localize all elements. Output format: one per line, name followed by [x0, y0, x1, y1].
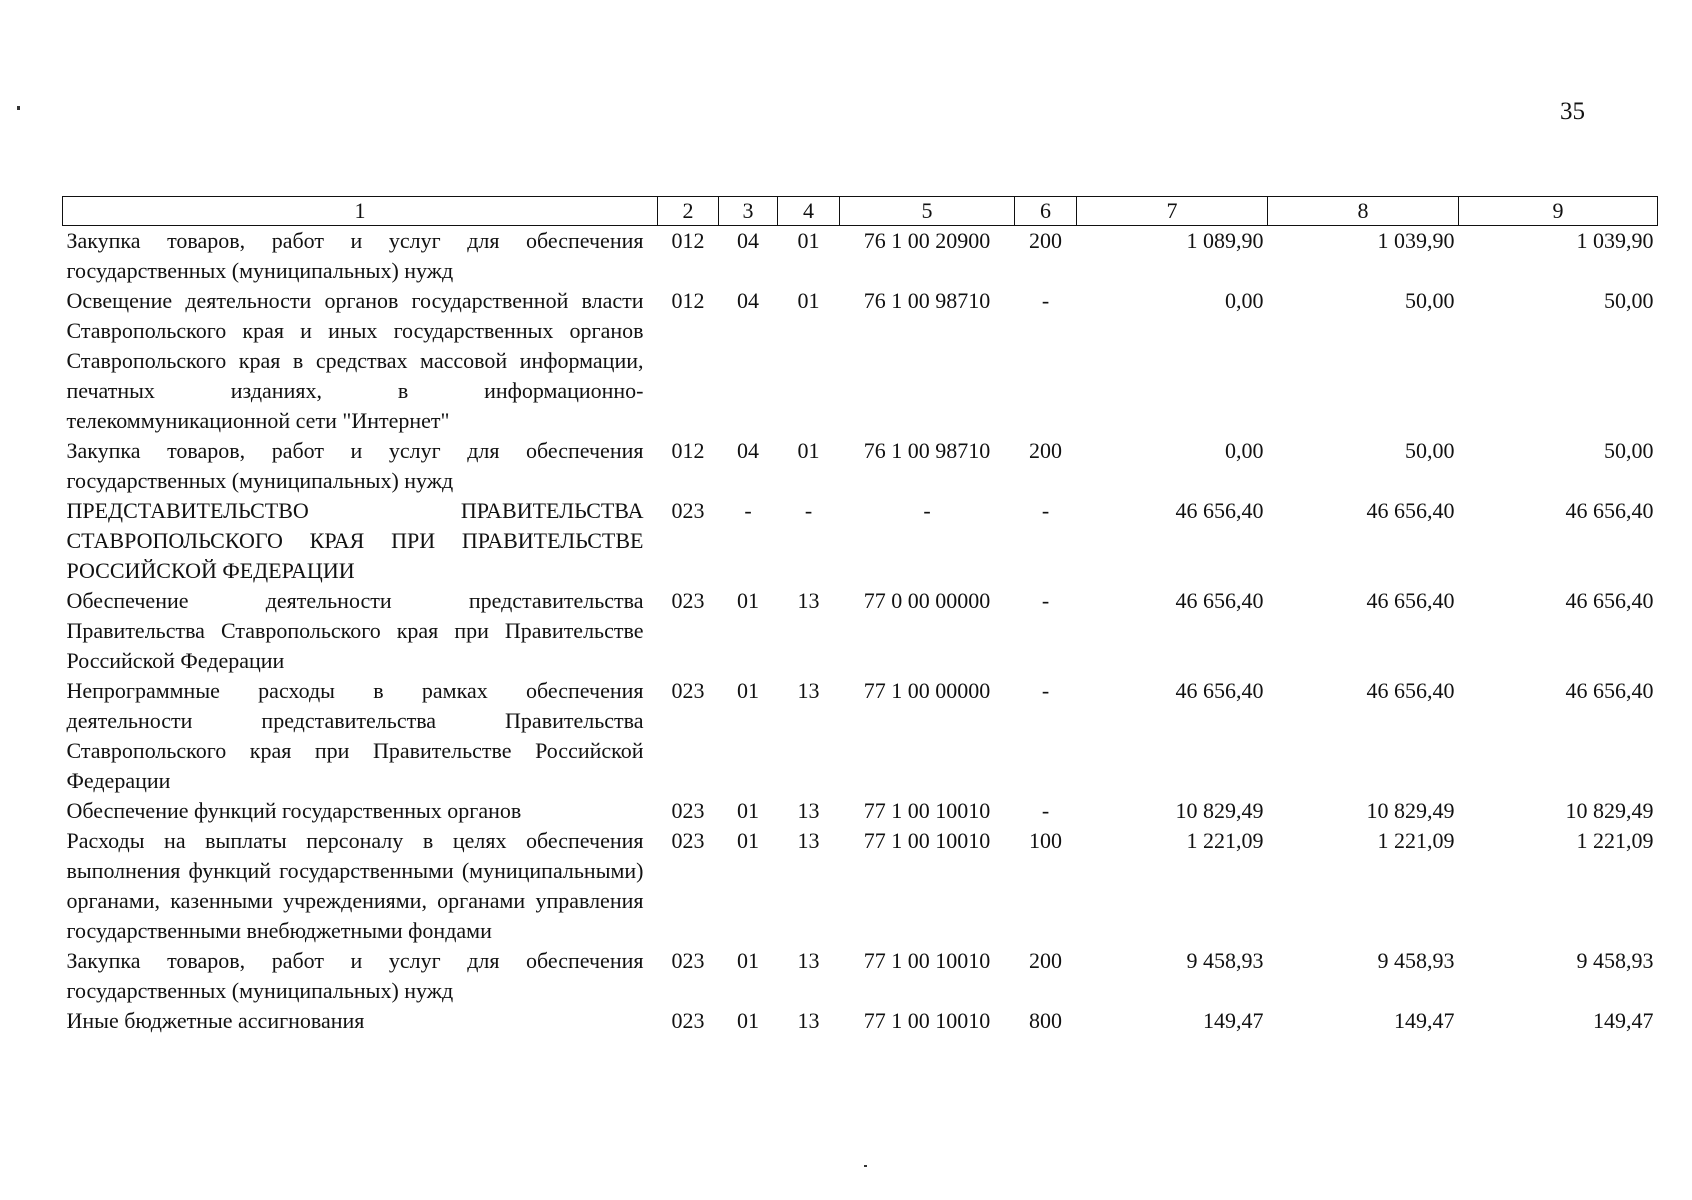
expense-name: Расходы на выплаты персоналу в целях обеспечения выполнения функций государственными (муниципальными) органами, казенными учреждениями, органами управления государственными внебюджетными фондами [66, 828, 644, 943]
subsection-code: 13 [797, 948, 820, 973]
target-item-code: 76 1 00 98710 [863, 288, 991, 313]
ministry-code: 012 [671, 288, 705, 313]
expense-type-code: - [1041, 498, 1050, 523]
amount-col7: 46 656,40 [1175, 678, 1264, 703]
amount-col7: 0,00 [1225, 288, 1264, 313]
amount-col8: 46 656,40 [1366, 678, 1455, 703]
amount-col8: 50,00 [1405, 288, 1455, 313]
ministry-code: 023 [671, 1008, 705, 1033]
subsection-code: 13 [797, 828, 820, 853]
section-code: 04 [737, 228, 759, 253]
amount-col8: 9 458,93 [1377, 948, 1455, 973]
amount-col8: 50,00 [1405, 438, 1455, 463]
section-code: 01 [737, 588, 759, 613]
column-header: 3 [719, 197, 778, 226]
column-header: 5 [840, 197, 1015, 226]
subsection-code: 13 [797, 588, 820, 613]
section-code: 04 [737, 288, 759, 313]
column-header: 6 [1015, 197, 1077, 226]
target-item-code: 77 1 00 10010 [863, 1008, 991, 1033]
amount-col8: 149,47 [1394, 1008, 1455, 1033]
amount-col9: 149,47 [1593, 1008, 1654, 1033]
subsection-code: 01 [797, 438, 820, 463]
amount-col9: 1 221,09 [1576, 828, 1654, 853]
amount-col9: 1 039,90 [1576, 228, 1654, 253]
expense-type-code: 800 [1029, 1008, 1062, 1033]
budget-table [62, 196, 1658, 1036]
amount-col9: 46 656,40 [1565, 678, 1654, 703]
subsection-code: - [804, 498, 813, 523]
amount-col7: 1 089,90 [1186, 228, 1264, 253]
table-row [63, 496, 1658, 586]
target-item-code: - [923, 498, 931, 523]
ministry-code: 023 [671, 678, 705, 703]
target-item-code: 77 1 00 10010 [863, 828, 991, 853]
column-header: 4 [778, 197, 840, 226]
expense-type-code: - [1041, 588, 1050, 613]
expense-name: Обеспечение деятельности представительства Правительства Ставропольского края при Правительстве Российской Федерации [66, 588, 644, 673]
scan-speck [17, 106, 20, 110]
expense-type-code: 200 [1029, 228, 1062, 253]
amount-col8: 46 656,40 [1366, 498, 1455, 523]
table-row [63, 796, 1658, 826]
amount-col8: 10 829,49 [1366, 798, 1455, 823]
section-code: 01 [737, 1008, 759, 1033]
expense-name: Закупка товаров, работ и услуг для обеспечения государственных (муниципальных) нужд [66, 948, 644, 1003]
amount-col7: 46 656,40 [1175, 588, 1264, 613]
table-row [63, 226, 1658, 287]
amount-col7: 1 221,09 [1186, 828, 1264, 853]
amount-col8: 1 221,09 [1377, 828, 1455, 853]
amount-col7: 0,00 [1225, 438, 1264, 463]
expense-name: Непрограммные расходы в рамках обеспечения деятельности представительства Правительства Ставропольского края при Правительстве Российской Федерации [66, 678, 644, 793]
table-row [63, 676, 1658, 796]
target-item-code: 77 1 00 10010 [863, 948, 991, 973]
section-code: 01 [737, 798, 759, 823]
column-header: 7 [1077, 197, 1268, 226]
expense-name: Иные бюджетные ассигнования [66, 1008, 365, 1033]
ministry-code: 023 [671, 948, 705, 973]
section-code: 04 [737, 438, 759, 463]
table-row [63, 286, 1658, 436]
amount-col9: 50,00 [1604, 288, 1654, 313]
expense-type-code: 200 [1029, 438, 1062, 463]
amount-col7: 46 656,40 [1175, 498, 1264, 523]
amount-col7: 149,47 [1203, 1008, 1264, 1033]
table-row [63, 586, 1658, 676]
page-number: 35 [1560, 98, 1585, 125]
table-row [63, 1006, 1658, 1036]
column-header: 8 [1268, 197, 1459, 226]
table-row [63, 436, 1658, 496]
subsection-code: 13 [797, 798, 820, 823]
expense-type-code: - [1041, 288, 1050, 313]
ministry-code: 012 [671, 228, 705, 253]
column-header: 1 [63, 197, 658, 226]
target-item-code: 77 0 00 00000 [863, 588, 991, 613]
section-code: - [744, 498, 752, 523]
expense-name: Закупка товаров, работ и услуг для обеспечения государственных (муниципальных) нужд [66, 438, 644, 493]
target-item-code: 77 1 00 10010 [863, 798, 991, 823]
column-header: 9 [1459, 197, 1658, 226]
expense-type-code: - [1041, 798, 1050, 823]
expense-type-code: 100 [1029, 828, 1062, 853]
subsection-code: 01 [797, 228, 820, 253]
section-code: 01 [737, 948, 759, 973]
amount-col8: 46 656,40 [1366, 588, 1455, 613]
amount-col7: 10 829,49 [1175, 798, 1264, 823]
scan-speck [864, 1165, 867, 1167]
section-code: 01 [737, 678, 759, 703]
expense-type-code: - [1041, 678, 1050, 703]
amount-col7: 9 458,93 [1186, 948, 1264, 973]
table-row [63, 946, 1658, 1006]
expense-name: Освещение деятельности органов государственной власти Ставропольского края и иных государственных органов Ставропольского края в средствах массовой информации, печатных изданиях, в информационно-телекоммуникационной сети "Интернет" [66, 288, 644, 433]
ministry-code: 023 [671, 498, 705, 523]
amount-col9: 46 656,40 [1565, 498, 1654, 523]
amount-col9: 46 656,40 [1565, 588, 1654, 613]
expense-name: ПРЕДСТАВИТЕЛЬСТВО ПРАВИТЕЛЬСТВА СТАВРОПОЛЬСКОГО КРАЯ ПРИ ПРАВИТЕЛЬСТВЕ РОССИЙСКОЙ ФЕДЕРАЦИИ [66, 498, 644, 583]
target-item-code: 76 1 00 20900 [863, 228, 991, 253]
ministry-code: 023 [671, 588, 705, 613]
subsection-code: 01 [797, 288, 820, 313]
target-item-code: 76 1 00 98710 [863, 438, 991, 463]
column-header: 2 [658, 197, 719, 226]
table-row [63, 826, 1658, 946]
amount-col9: 50,00 [1604, 438, 1654, 463]
table-header-row [63, 197, 1658, 226]
expense-name: Закупка товаров, работ и услуг для обеспечения государственных (муниципальных) нужд [66, 228, 644, 283]
expense-type-code: 200 [1029, 948, 1062, 973]
ministry-code: 023 [671, 828, 705, 853]
amount-col9: 9 458,93 [1576, 948, 1654, 973]
expense-name: Обеспечение функций государственных органов [66, 798, 522, 823]
ministry-code: 023 [671, 798, 705, 823]
section-code: 01 [737, 828, 759, 853]
amount-col8: 1 039,90 [1377, 228, 1455, 253]
target-item-code: 77 1 00 00000 [863, 678, 991, 703]
subsection-code: 13 [797, 1008, 820, 1033]
amount-col9: 10 829,49 [1565, 798, 1654, 823]
ministry-code: 012 [671, 438, 705, 463]
subsection-code: 13 [797, 678, 820, 703]
